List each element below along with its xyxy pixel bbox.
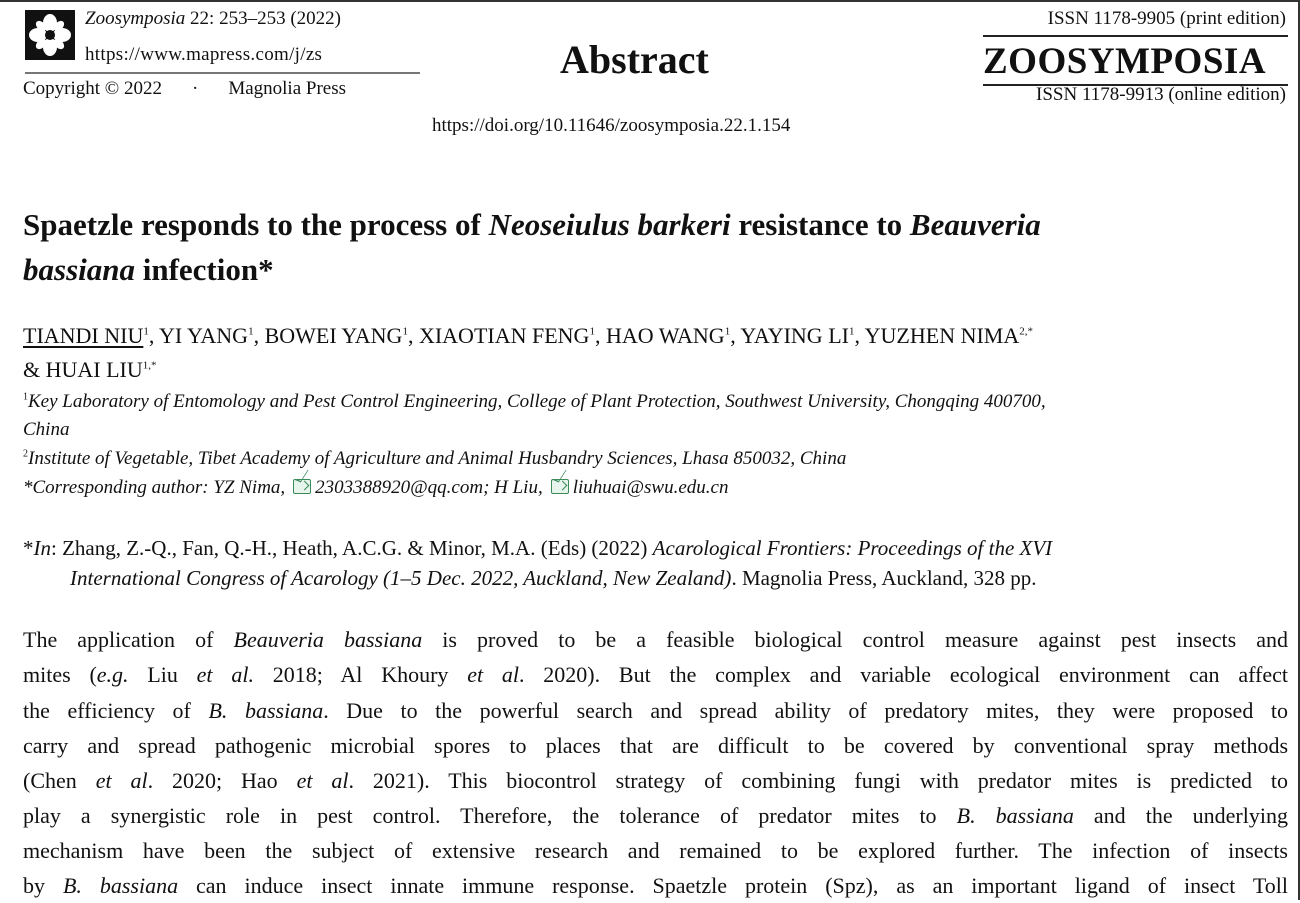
journal-name: Zoosymposia	[85, 8, 186, 29]
copyright-separator: ·	[192, 78, 199, 99]
article-title	[23, 202, 1288, 292]
body-line-4: carry and spread pathogenic microbial spores to places that are difficult to be covered by conventional spray methods	[23, 733, 1288, 758]
title-text-3: infection*	[134, 252, 274, 287]
author-first[interactable]: TIANDI NIU	[23, 323, 144, 348]
author-sup: 1	[248, 325, 254, 338]
body-text: Liu	[128, 662, 197, 687]
doi-link[interactable]: https://doi.org/10.11646/zoosymposia.22.1.154	[432, 115, 791, 136]
body-line-8	[23, 869, 1288, 903]
note-editors: : Zhang, Z.-Q., Fan, Q.-H., Heath, A.C.G. & Minor, M.A. (Eds) (2022)	[51, 536, 653, 560]
title-species-2a: Beauveria	[909, 207, 1041, 242]
section-heading: Abstract	[560, 37, 709, 82]
copyright-line	[23, 78, 346, 100]
author-sup: 1	[724, 325, 731, 338]
issn-online: ISSN 1178-9913 (online edition)	[1036, 84, 1286, 105]
note-book-title-2: International Congress of Acarology (1–5 Dec. 2022, Auckland, New Zealand)	[70, 566, 732, 590]
author-7: , YUZHEN NIMA	[854, 323, 1020, 348]
issn-print: ISSN 1178-9905 (print edition)	[1047, 8, 1286, 29]
body-text: . 2020; Hao	[147, 768, 297, 793]
body-line-2	[23, 658, 1288, 692]
email-link-1[interactable]: 2303388920@qq.com	[315, 477, 484, 498]
note-publisher: . Magnolia Press, Auckland, 328 pp.	[731, 566, 1037, 590]
note-in-label: In	[33, 536, 51, 560]
copyright-text: Copyright © 2022	[23, 78, 162, 99]
author-sup: 1	[143, 325, 149, 338]
body-line-1	[23, 623, 1288, 657]
title-species-1: Neoseiulus barkeri	[488, 207, 731, 242]
author-list	[23, 319, 1288, 387]
body-text: 2018; Al Khoury	[253, 662, 468, 687]
body-species: B. bassiana	[62, 873, 179, 898]
corresponding-author	[23, 474, 1288, 502]
affiliation-sup: 2	[23, 448, 28, 460]
body-text: and the underlying	[1073, 803, 1288, 828]
author-2: , YI YANG	[148, 323, 249, 348]
email-link-2[interactable]: liuhuai@swu.edu.cn	[572, 477, 729, 498]
affiliation-2-text: Institute of Vegetable, Tibet Academy of Agriculture and Animal Husbandry Sciences, Lhasa 850032, China	[28, 448, 847, 469]
body-text: . 2021). This biocontrol strategy of combining fungi with predator mites is predicted to	[348, 768, 1289, 793]
journal-logo-icon	[25, 10, 75, 60]
author-3: , BOWEI YANG	[253, 323, 403, 348]
title-text-1: Spaetzle responds to the process of	[23, 207, 489, 242]
body-italic: e.g.	[96, 662, 129, 687]
author-sup: 1,*	[142, 359, 157, 372]
email-icon	[551, 479, 569, 494]
body-italic: et al	[95, 768, 148, 793]
journal-volume-pages: 22: 253–253 (2022)	[185, 8, 341, 29]
body-text: play a synergistic role in pest control. Therefore, the tolerance of predator mites to	[23, 803, 957, 828]
author-sup: 1	[848, 325, 855, 338]
affiliation-sup: 1	[23, 391, 28, 403]
corresponding-mid: ; H Liu,	[483, 477, 543, 498]
body-text: is proved to be a feasible biological control measure against pest insects and	[422, 627, 1288, 652]
email-icon	[293, 479, 311, 494]
author-5: , HAO WANG	[594, 323, 725, 348]
proceedings-note	[23, 533, 1288, 563]
body-line-3	[23, 694, 1288, 728]
body-italic: et al	[296, 768, 349, 793]
journal-citation	[85, 8, 341, 30]
author-sup: 2,*	[1019, 325, 1033, 338]
journal-wordmark: ZOOSYMPOSIA	[983, 41, 1267, 82]
body-species: Beauveria bassiana	[233, 627, 423, 652]
note-asterisk: *	[23, 536, 34, 560]
author-sup: 1	[589, 325, 595, 338]
title-text-2: resistance to	[730, 207, 910, 242]
body-text: mites (	[23, 662, 97, 687]
issn-divider-top	[983, 35, 1288, 37]
publisher-name: Magnolia Press	[228, 78, 347, 99]
body-text: . Due to the powerful search and spread ability of predatory mites, they were proposed to	[323, 698, 1288, 723]
body-text: by	[23, 873, 63, 898]
author-4: , XIAOTIAN FENG	[407, 323, 590, 348]
corresponding-label: *Corresponding author: YZ Nima,	[23, 477, 286, 498]
affiliation-2	[23, 445, 1288, 473]
note-book-title-1: Acarological Frontiers: Proceedings of the XVI	[652, 536, 1053, 560]
header-divider	[25, 72, 420, 74]
body-line-6	[23, 799, 1288, 833]
author-last: & HUAI LIU	[23, 357, 143, 382]
affiliation-1	[23, 388, 1288, 416]
body-line-7: mechanism have been the subject of extensive research and remained to be explored further. The infection of insects	[23, 838, 1288, 863]
body-text: (Chen	[23, 768, 96, 793]
body-text: can induce insect innate immune response. Spaetzle protein (Spz), as an important ligand of insect Toll	[178, 873, 1288, 898]
proceedings-note-continued	[70, 563, 1037, 593]
body-italic: et al.	[196, 662, 254, 687]
body-species: B. bassiana	[956, 803, 1074, 828]
affiliation-1-continued: China	[23, 419, 70, 440]
author-sup: 1	[402, 325, 408, 338]
body-text: The application of	[23, 627, 234, 652]
body-text: . 2020). But the complex and variable ecological environment can affect	[519, 662, 1288, 687]
title-species-2b: bassiana	[23, 252, 135, 287]
body-italic: et al	[467, 662, 519, 687]
body-text: the efficiency of	[23, 698, 209, 723]
body-species: B. bassiana	[208, 698, 324, 723]
journal-url-link[interactable]: https://www.mapress.com/j/zs	[85, 44, 323, 65]
body-line-5	[23, 764, 1288, 798]
affiliation-1-text: Key Laboratory of Entomology and Pest Control Engineering, College of Plant Protection, Southwest University, Chongqing 400700,	[28, 391, 1046, 412]
author-6: , YAYING LI	[730, 323, 849, 348]
